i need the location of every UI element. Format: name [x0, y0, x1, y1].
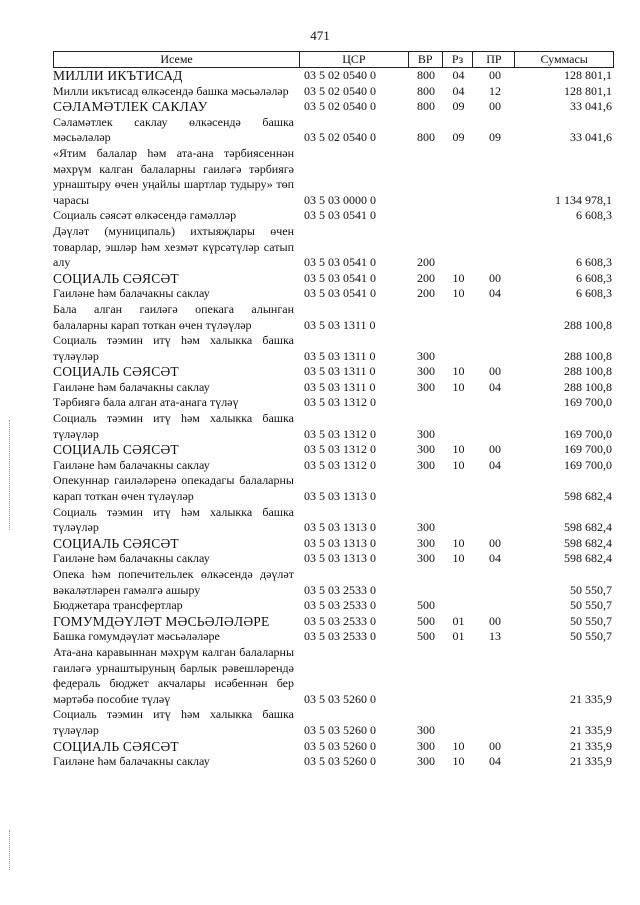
cell-rz: 10: [452, 535, 465, 550]
cell-sum: 169 700,0: [564, 395, 612, 410]
cell-name: Социаль тәэмин итү һәм халыкка башка түләүләр: [53, 333, 294, 363]
cell-vr: 200: [417, 270, 435, 285]
cell-vr: 300: [417, 754, 435, 769]
cell-sum: 21 335,9: [570, 722, 612, 737]
cell-vr: 300: [417, 722, 435, 737]
cell-vr: 500: [417, 629, 435, 644]
cell-rz: 10: [452, 551, 465, 566]
cell-rz: 10: [452, 364, 465, 379]
cell-sum: 50 550,7: [570, 629, 612, 644]
cell-sum: 169 700,0: [564, 457, 612, 472]
cell-sum: 21 335,9: [570, 754, 612, 769]
cell-vr: 300: [417, 551, 435, 566]
cell-name: Гаиләне һәм балачакны саклау: [53, 551, 210, 566]
cell-rz: 10: [452, 286, 465, 301]
cell-csr: 03 5 03 1311 0: [304, 364, 376, 379]
cell-name: Гаиләне һәм балачакны саклау: [53, 457, 210, 472]
cell-pr: 09: [489, 130, 501, 145]
cell-csr: 03 5 02 0540 0: [304, 83, 376, 98]
margin-dots: [9, 830, 11, 870]
header-sum: Суммасы: [540, 52, 588, 66]
cell-rz: 01: [452, 613, 465, 628]
cell-csr: 03 5 03 2533 0: [304, 598, 376, 613]
header-pr: ПР: [473, 52, 515, 67]
cell-csr: 03 5 03 5260 0: [304, 691, 376, 706]
cell-rz: 04: [452, 68, 465, 82]
table-row: [53, 286, 614, 302]
table-row: [53, 754, 614, 770]
cell-sum: 50 550,7: [570, 598, 612, 613]
cell-pr: 00: [489, 738, 501, 753]
cell-csr: 03 5 03 5260 0: [304, 722, 376, 737]
cell-rz: 04: [452, 83, 465, 98]
cell-rz: 10: [452, 457, 465, 472]
table-row: [53, 364, 614, 380]
cell-sum: 6 608,3: [576, 286, 612, 301]
cell-sum: 598 682,4: [564, 489, 612, 504]
cell-sum: 33 041,6: [570, 99, 612, 114]
table-row: [53, 99, 614, 115]
cell-name: Опека һәм попечительлек өлкәсендә дәүләт вәкаләтләрен гамәлгә ашыру: [53, 567, 294, 597]
cell-sum: 128 801,1: [564, 68, 612, 82]
cell-vr: 300: [417, 520, 435, 535]
table-row: [53, 302, 614, 333]
header-vr: ВР: [409, 52, 443, 67]
cell-csr: 03 5 03 0541 0: [304, 255, 376, 270]
table-row: [53, 536, 614, 552]
cell-csr: 03 5 03 0541 0: [304, 270, 376, 285]
cell-rz: 01: [452, 629, 465, 644]
cell-csr: 03 5 03 2533 0: [304, 629, 376, 644]
cell-name: МИЛЛИ ИКЪТИСАД: [53, 68, 183, 83]
cell-sum: 598 682,4: [564, 551, 612, 566]
cell-name: Социаль тәэмин итү һәм халыкка башка түләүләр: [53, 707, 294, 737]
cell-csr: 03 5 03 0541 0: [304, 286, 376, 301]
cell-vr: 500: [417, 613, 435, 628]
table-row: [53, 271, 614, 287]
cell-name: ГОМУМДӘҮЛӘТ МӘСЬӘЛӘЛӘРЕ: [53, 613, 270, 629]
cell-vr: 800: [417, 99, 435, 114]
table-row: [53, 442, 614, 458]
cell-sum: 598 682,4: [564, 520, 612, 535]
table-row: [53, 645, 614, 707]
cell-sum: 21 335,9: [570, 738, 612, 753]
cell-csr: 03 5 03 5260 0: [304, 754, 376, 769]
cell-csr: 03 5 02 0540 0: [304, 99, 376, 114]
cell-csr: 03 5 02 0540 0: [304, 130, 376, 145]
cell-name: Дәүләт (муниципаль) ихтыяҗлары өчен товарлар, эшләр һәм хезмәт күрсәтүләр сатып алу: [53, 223, 294, 270]
budget-table: [53, 51, 614, 770]
cell-sum: 50 550,7: [570, 613, 612, 628]
cell-name: СОЦИАЛЬ СӘЯСӘТ: [53, 270, 179, 286]
cell-vr: 300: [417, 442, 435, 457]
cell-csr: 03 5 03 1311 0: [304, 379, 376, 394]
cell-name: Ата-ана каравыннан мәхрүм калган балаларны гаиләгә урнаштыруның барлык рәвешләрендә федераль бюджет акчалары исәбеннән бер мәртәбә пособие түләү: [53, 644, 294, 706]
cell-pr: 04: [489, 754, 501, 769]
cell-csr: 03 5 02 0540 0: [304, 68, 376, 82]
table-row: [53, 84, 614, 100]
cell-vr: 800: [417, 130, 435, 145]
table-row: [53, 395, 614, 411]
cell-csr: 03 5 03 1311 0: [304, 348, 376, 363]
cell-vr: 300: [417, 364, 435, 379]
cell-pr: 04: [489, 286, 501, 301]
cell-rz: 10: [452, 738, 465, 753]
table-row: [53, 629, 614, 645]
cell-name: Социаль тәэмин итү һәм халыкка башка түләүләр: [53, 504, 294, 535]
cell-vr: 200: [417, 286, 435, 301]
cell-name: «Ятим балалар һәм ата-ана тәрбиясеннән мәхрүм калган балаларны гаиләгә тәрбиягә урнаштыру өчен уңайлы шартлар тудыру» төп чарасы: [53, 145, 294, 207]
cell-name: Гаиләне һәм балачакны саклау: [53, 379, 210, 394]
cell-name: СОЦИАЛЬ СӘЯСӘТ: [53, 535, 179, 551]
cell-sum: 6 608,3: [576, 255, 612, 270]
cell-csr: 03 5 03 0541 0: [304, 208, 376, 223]
cell-vr: 800: [417, 68, 435, 82]
cell-name: Социаль сәясәт өлкәсендә гамәлләр: [53, 208, 237, 223]
cell-pr: 13: [489, 629, 501, 644]
cell-csr: 03 5 03 1312 0: [304, 442, 376, 457]
cell-name: Сәламәтлек саклау өлкәсендә башка мәсьәләләр: [53, 114, 294, 145]
cell-pr: 00: [489, 68, 501, 82]
cell-rz: 10: [452, 754, 465, 769]
cell-name: Милли икътисад өлкәсендә башка мәсьәләләр: [53, 83, 289, 98]
cell-name: СӘЛАМӘТЛЕК САКЛАУ: [53, 99, 208, 115]
cell-sum: 33 041,6: [570, 130, 612, 145]
cell-vr: 500: [417, 598, 435, 613]
cell-sum: 128 801,1: [564, 83, 612, 98]
cell-sum: 1 134 978,1: [555, 192, 612, 207]
cell-vr: 300: [417, 535, 435, 550]
table-header: [53, 51, 614, 68]
cell-pr: 04: [489, 551, 501, 566]
cell-vr: 300: [417, 379, 435, 394]
cell-csr: 03 5 03 1312 0: [304, 426, 376, 441]
cell-pr: 00: [489, 442, 501, 457]
cell-rz: 10: [452, 379, 465, 394]
cell-csr: 03 5 03 1312 0: [304, 457, 376, 472]
cell-pr: 00: [489, 535, 501, 550]
table-row: [53, 473, 614, 504]
table-row: [53, 224, 614, 271]
cell-pr: 00: [489, 613, 501, 628]
cell-sum: 288 100,8: [564, 317, 612, 332]
table-row: [53, 68, 614, 84]
cell-sum: 288 100,8: [564, 364, 612, 379]
cell-csr: 03 5 03 1311 0: [304, 317, 376, 332]
cell-sum: 288 100,8: [564, 348, 612, 363]
cell-name: СОЦИАЛЬ СӘЯСӘТ: [53, 738, 179, 754]
table-row: [53, 146, 614, 208]
cell-name: Социаль тәэмин итү һәм халыкка башка түләүләр: [53, 411, 294, 441]
cell-sum: 169 700,0: [564, 442, 612, 457]
cell-name: Бала алган гаиләгә опекага алынган балаларны карап тоткан өчен түләүләр: [53, 301, 294, 332]
cell-sum: 288 100,8: [564, 379, 612, 394]
table-row: [53, 115, 614, 146]
cell-csr: 03 5 03 2533 0: [304, 582, 376, 597]
cell-csr: 03 5 03 1313 0: [304, 551, 376, 566]
cell-csr: 03 5 03 1313 0: [304, 520, 376, 535]
cell-sum: 598 682,4: [564, 535, 612, 550]
cell-pr: 04: [489, 457, 501, 472]
cell-pr: 00: [489, 364, 501, 379]
table-row: [53, 598, 614, 614]
cell-csr: 03 5 03 1312 0: [304, 395, 376, 410]
table-row: [53, 505, 614, 536]
header-csr: ЦСР: [300, 52, 409, 67]
table-row: [53, 739, 614, 755]
cell-pr: 00: [489, 99, 501, 114]
header-rz: Рз: [443, 52, 474, 67]
cell-vr: 300: [417, 457, 435, 472]
cell-name: Гаиләне һәм балачакны саклау: [53, 754, 210, 769]
cell-csr: 03 5 03 1313 0: [304, 535, 376, 550]
cell-vr: 200: [417, 255, 435, 270]
cell-pr: 04: [489, 379, 501, 394]
table-row: [53, 380, 614, 396]
table-row: [53, 411, 614, 442]
table-row: [53, 208, 614, 224]
cell-csr: 03 5 03 2533 0: [304, 613, 376, 628]
cell-name: СОЦИАЛЬ СӘЯСӘТ: [53, 364, 179, 380]
cell-name: Тәрбиягә бала алган ата-анага түләү: [53, 395, 239, 410]
margin-dots: [9, 420, 11, 530]
header-name: Исеме: [54, 52, 300, 67]
cell-sum: 21 335,9: [570, 691, 612, 706]
cell-sum: 169 700,0: [564, 426, 612, 441]
cell-csr: 03 5 03 5260 0: [304, 738, 376, 753]
table-body: [53, 68, 614, 770]
cell-name: Бюджетара трансфертлар: [53, 598, 183, 613]
cell-csr: 03 5 03 0000 0: [304, 192, 376, 207]
cell-pr: 12: [489, 83, 501, 98]
cell-name: Башка гомумдәүләт мәсьәләләре: [53, 629, 220, 644]
page-number: 471: [310, 28, 330, 43]
cell-vr: 300: [417, 426, 435, 441]
table-row: [53, 567, 614, 598]
table-row: [53, 458, 614, 474]
cell-pr: 00: [489, 270, 501, 285]
table-row: [53, 551, 614, 567]
cell-sum: 50 550,7: [570, 582, 612, 597]
cell-name: СОЦИАЛЬ СӘЯСӘТ: [53, 442, 179, 458]
cell-vr: 800: [417, 83, 435, 98]
table-row: [53, 614, 614, 630]
table-row: [53, 333, 614, 364]
cell-sum: 6 608,3: [576, 270, 612, 285]
cell-rz: 09: [452, 99, 465, 114]
cell-vr: 300: [417, 738, 435, 753]
cell-vr: 300: [417, 348, 435, 363]
cell-sum: 6 608,3: [576, 208, 612, 223]
cell-rz: 10: [452, 270, 465, 285]
cell-name: Опекуннар гаиләләренә опекадагы балаларны карап тоткан өчен түләүләр: [53, 473, 294, 504]
cell-rz: 09: [452, 130, 465, 145]
cell-csr: 03 5 03 1313 0: [304, 489, 376, 504]
cell-name: Гаиләне һәм балачакны саклау: [53, 286, 210, 301]
table-row: [53, 707, 614, 738]
cell-rz: 10: [452, 442, 465, 457]
